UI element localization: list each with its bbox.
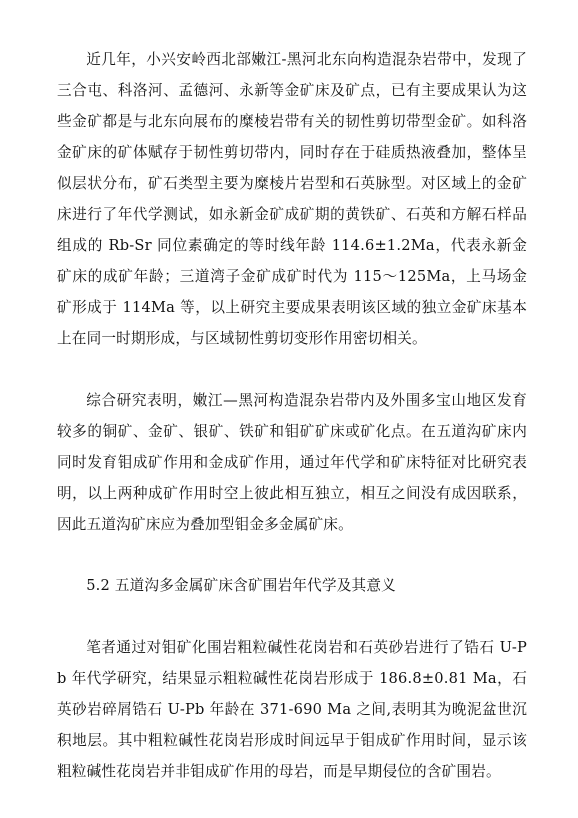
paragraph-3: 笔者通过对钼矿化围岩粗粒碱性花岗岩和石英砂岩进行了锆石 U-Pb 年代学研究，结果显示粗粒碱性花岗岩形成于 186.8±0.81 Ma，石英砂岩碎屑锆石 U-Pb 年龄在 371-690 Ma 之间,表明其为晚泥盆世沉积地层。其中粗粒碱性花岗岩形成时间远早于钼成矿作用时间，显示该粗粒碱性花岗岩并非钼成矿作用的母岩，而是早期侵位的含矿围岩。 bbox=[57, 639, 527, 780]
paragraph-spacer bbox=[57, 540, 527, 570]
paragraph-spacer bbox=[57, 601, 527, 632]
paragraph-2: 综合研究表明，嫩江—黑河构造混杂岩带内及外围多宝山地区发育较多的铜矿、金矿、银矿、铁矿和钼矿矿床或矿化点。在五道沟矿床内同时发育钼成矿作用和金成矿作用，通过年代学和矿床特征对比研究表明，以上两种成矿作用时空上彼此相互独立，相互之间没有成因联系，因此五道沟矿床应为叠加型钼金多金属矿床。 bbox=[57, 392, 527, 533]
document-page bbox=[57, 44, 527, 787]
paragraph-spacer bbox=[57, 354, 527, 385]
paragraph-1: 近几年，小兴安岭西北部嫩江-黑河北东向构造混杂岩带中，发现了三合屯、科洛河、孟德河、永新等金矿床及矿点，已有主要成果认为这些金矿都是与北东向展布的糜棱岩带有关的韧性剪切带型金矿。如科洛金矿床的矿体赋存于韧性剪切带内，同时存在于硅质热液叠加，整体呈似层状分布，矿石类型主要为糜棱片岩型和石英脉型。对区域上的金矿床进行了年代学测试，如永新金矿成矿期的黄铁矿、石英和方解石样品组成的 Rb-Sr 同位素确定的等时线年龄 114.6±1.2Ma，代表永新金矿床的成矿年龄；三道湾子金矿成矿时代为 115～125Ma，上马场金矿形成于 114Ma 等，以上研究主要成果表明该区域的独立金矿床基本上在同一时期形成，与区域韧性剪切变形作用密切相关。 bbox=[57, 51, 527, 347]
section-heading: 5.2 五道沟多金属矿床含矿围岩年代学及其意义 bbox=[86, 577, 396, 594]
